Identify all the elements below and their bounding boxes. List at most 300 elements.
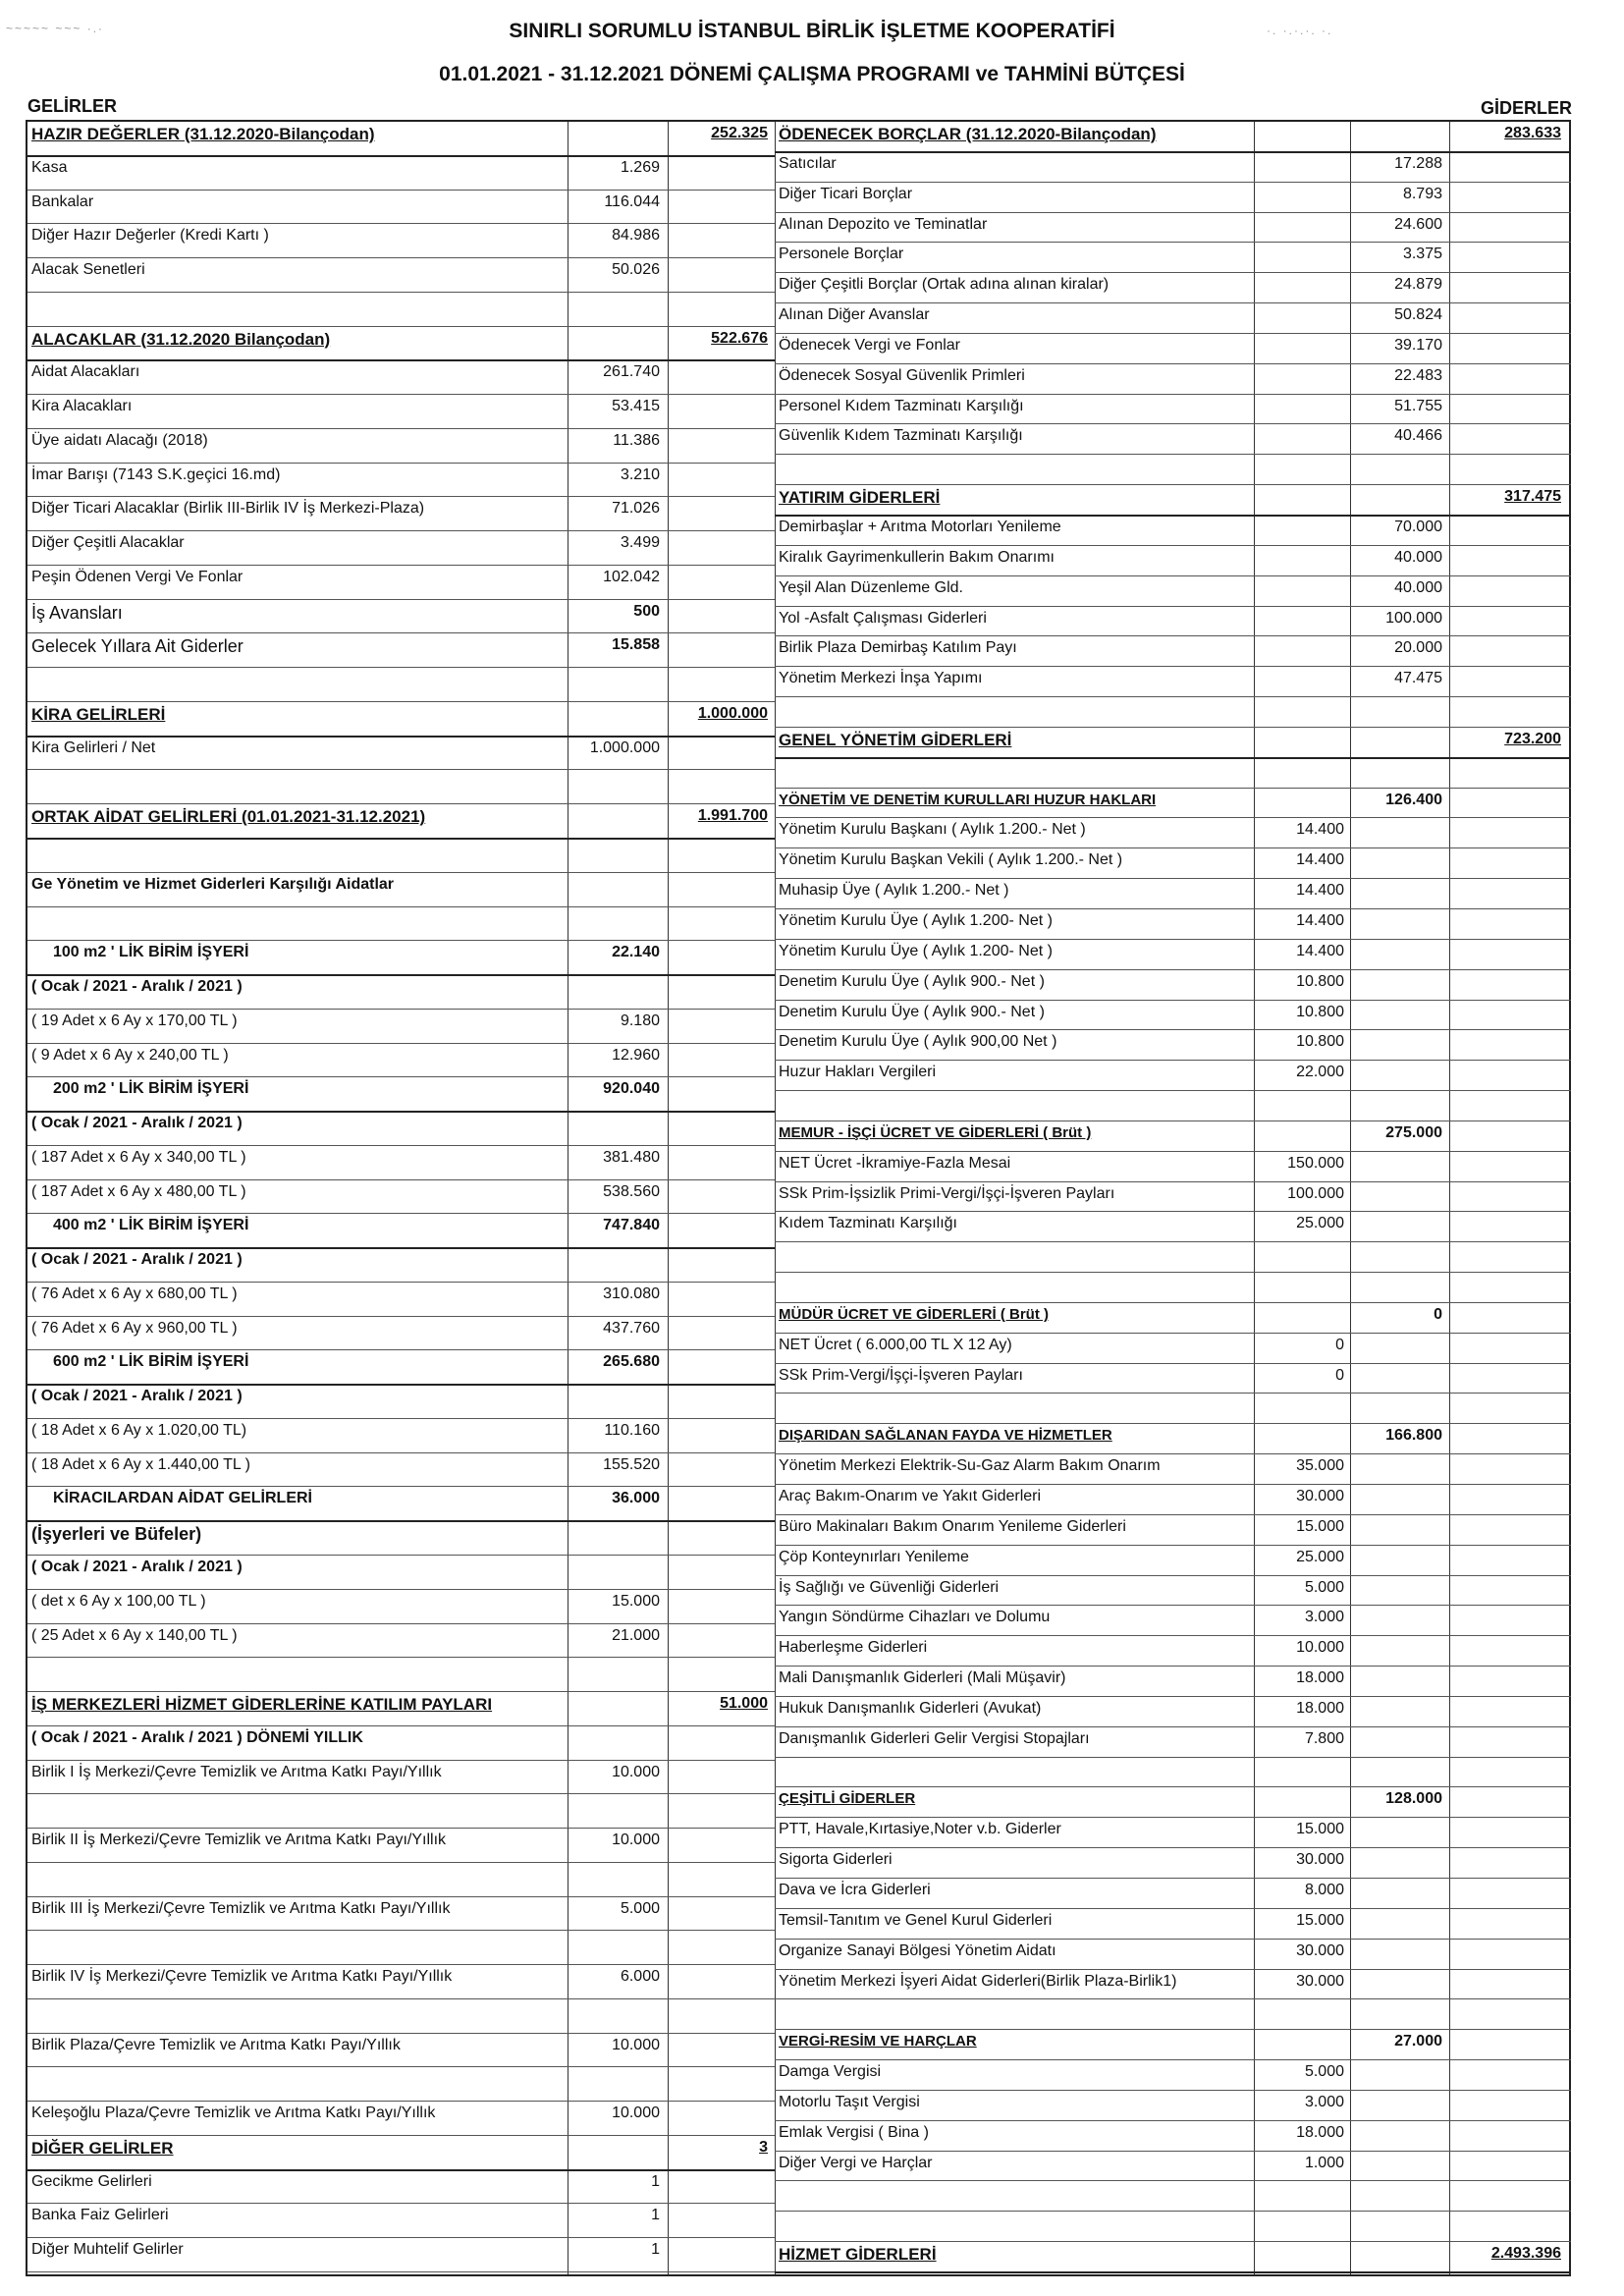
left-row-label: HAZIR DEĞERLER (31.12.2020-Bilançodan) xyxy=(31,125,375,143)
left-row-label: ( 187 Adet x 6 Ay x 340,00 TL ) xyxy=(31,1148,246,1166)
right-row-label: Diğer Vergi ve Harçlar xyxy=(779,2154,933,2171)
row-divider xyxy=(775,212,1571,213)
left-row-total: 51.000 xyxy=(720,1695,768,1713)
right-row-detail-value: 15.000 xyxy=(1296,1517,1344,1535)
row-divider xyxy=(775,817,1571,818)
row-divider xyxy=(775,1000,1571,1001)
row-divider xyxy=(27,1793,775,1794)
left-row-label: İmar Barışı (7143 S.K.geçici 16.md) xyxy=(31,465,281,483)
right-row-label: DIŞARIDAN SAĞLANAN FAYDA VE HİZMETLER xyxy=(779,1427,1112,1445)
row-divider xyxy=(27,292,775,293)
right-row-value: 22.483 xyxy=(1394,366,1442,384)
right-row-detail-value: 25.000 xyxy=(1296,1548,1344,1565)
row-divider xyxy=(775,1363,1571,1364)
right-row-total: 317.475 xyxy=(1504,488,1561,506)
row-divider xyxy=(27,1179,775,1180)
left-row-label: Kasa xyxy=(31,158,68,176)
row-divider xyxy=(775,2029,1571,2030)
right-row-total: 723.200 xyxy=(1504,730,1561,747)
row-divider xyxy=(27,1316,775,1317)
row-divider xyxy=(775,1666,1571,1667)
right-row-label: Satıcılar xyxy=(779,154,837,172)
row-divider xyxy=(775,1302,1571,1303)
row-divider xyxy=(775,696,1571,697)
col-divider xyxy=(1254,122,1255,2274)
row-divider xyxy=(27,2271,775,2272)
row-divider xyxy=(27,1282,775,1283)
row-divider xyxy=(27,1145,775,1146)
left-row-value: 11.386 xyxy=(613,431,660,449)
row-divider xyxy=(27,1930,775,1931)
row-divider xyxy=(27,1657,775,1658)
left-row-label: Ge Yönetim ve Hizmet Giderleri Karşılığı Aidatlar xyxy=(31,875,395,893)
row-divider xyxy=(775,2180,1571,2181)
left-row-label: 100 m2 ' LİK BİRİM İŞYERİ xyxy=(53,944,249,961)
row-divider xyxy=(775,423,1571,424)
right-row-detail-value: 15.000 xyxy=(1296,1911,1344,1929)
left-row-label: Keleşoğlu Plaza/Çevre Temizlik ve Arıtma Katkı Payı/Yıllık xyxy=(31,2105,436,2122)
row-divider xyxy=(775,1605,1571,1606)
row-divider xyxy=(27,906,775,907)
row-divider xyxy=(27,1213,775,1214)
right-row-label: Diğer Ticari Borçlar xyxy=(779,185,913,202)
left-row-value: 10.000 xyxy=(612,2036,660,2053)
right-row-label: Sigorta Giderleri xyxy=(779,1851,893,1869)
right-row-label: HİZMET GİDERLERİ xyxy=(779,2245,937,2265)
row-divider xyxy=(775,1635,1571,1636)
right-row-label: Araç Bakım-Onarım ve Yakıt Giderleri xyxy=(779,1488,1042,1505)
right-row-label: Yönetim Merkezi Elektrik-Su-Gaz Alarm Bakım Onarım xyxy=(779,1457,1161,1475)
right-row-value: 47.475 xyxy=(1394,670,1442,687)
left-row-label: ALACAKLAR (31.12.2020 Bilançodan) xyxy=(31,329,331,349)
row-divider xyxy=(775,969,1571,970)
row-divider xyxy=(27,1043,775,1044)
left-row-value: 437.760 xyxy=(603,1319,660,1337)
right-row-value: 128.000 xyxy=(1385,1790,1442,1808)
row-divider xyxy=(27,2101,775,2102)
row-divider xyxy=(27,1725,775,1726)
row-divider xyxy=(775,454,1571,455)
left-row-value: 71.026 xyxy=(612,500,660,518)
left-row-label: (İşyerleri ve Büfeler) xyxy=(31,1524,202,1545)
row-divider xyxy=(27,257,775,258)
right-row-detail-value: 7.800 xyxy=(1304,1729,1344,1747)
left-row-value: 747.840 xyxy=(603,1217,660,1234)
right-row-detail-value: 3.000 xyxy=(1304,2093,1344,2110)
row-divider xyxy=(27,1247,775,1249)
right-row-label: Mali Danışmanlık Giderleri (Mali Müşavir) xyxy=(779,1669,1066,1687)
left-row-value: 500 xyxy=(633,602,660,620)
right-row-label: Yönetim Merkezi İşyeri Aidat Giderleri(Birlik Plaza-Birlik1) xyxy=(779,1972,1177,1990)
right-row-label: Denetim Kurulu Üye ( Aylık 900.- Net ) xyxy=(779,972,1045,990)
row-divider xyxy=(27,736,775,738)
right-row-label: Yönetim Kurulu Başkanı ( Aylık 1.200.- Net ) xyxy=(779,821,1086,839)
left-row-value: 265.680 xyxy=(603,1353,660,1371)
left-row-value: 381.480 xyxy=(603,1148,660,1166)
row-divider xyxy=(775,2151,1571,2152)
row-divider xyxy=(27,326,775,327)
left-row-value: 10.000 xyxy=(612,1763,660,1780)
right-row-label: ÖDENECEK BORÇLAR (31.12.2020-Bilançodan) xyxy=(779,125,1157,143)
right-row-detail-value: 10.800 xyxy=(1296,1033,1344,1051)
right-row-value: 8.793 xyxy=(1402,185,1442,202)
right-row-detail-value: 8.000 xyxy=(1304,1882,1344,1898)
left-row-label: ( 18 Adet x 6 Ay x 1.440,00 TL ) xyxy=(31,1455,250,1473)
row-divider xyxy=(775,1726,1571,1727)
right-row-label: Haberleşme Giderleri xyxy=(779,1639,928,1657)
right-row-label: Büro Makinaları Bakım Onarım Yenileme Giderleri xyxy=(779,1517,1126,1535)
row-divider xyxy=(775,1939,1571,1940)
left-row-label: Üye aidatı Alacağı (2018) xyxy=(31,431,208,449)
left-row-value: 3.499 xyxy=(620,534,660,552)
row-divider xyxy=(775,2120,1571,2121)
row-divider xyxy=(27,565,775,566)
row-divider xyxy=(775,363,1571,364)
row-divider xyxy=(775,1393,1571,1394)
left-row-label: 600 m2 ' LİK BİRİM İŞYERİ xyxy=(53,1353,249,1371)
row-divider xyxy=(27,974,775,976)
row-divider xyxy=(775,1908,1571,1909)
row-divider xyxy=(27,1452,775,1453)
right-row-detail-value: 30.000 xyxy=(1296,1941,1344,1959)
right-row-label: PTT, Havale,Kırtasiye,Noter v.b. Giderler xyxy=(779,1821,1061,1838)
row-divider xyxy=(775,1817,1571,1818)
left-row-value: 15.000 xyxy=(612,1592,660,1610)
left-row-label: KİRA GELİRLERİ xyxy=(31,704,166,724)
left-row-value: 84.986 xyxy=(612,227,660,245)
left-row-label: Diğer Çeşitli Alacaklar xyxy=(31,534,185,552)
row-divider xyxy=(775,394,1571,395)
right-row-label: Ödenecek Sosyal Güvenlik Primleri xyxy=(779,366,1025,384)
right-row-detail-value: 18.000 xyxy=(1296,1699,1344,1717)
right-row-label: NET Ücret -İkramiye-Fazla Mesai xyxy=(779,1154,1011,1172)
right-row-label: Hukuk Danışmanlık Giderleri (Avukat) xyxy=(779,1699,1042,1717)
row-divider xyxy=(775,1484,1571,1485)
left-row-value: 920.040 xyxy=(603,1080,660,1098)
row-divider xyxy=(775,484,1571,485)
right-row-label: NET Ücret ( 6.000,00 TL X 12 Ay) xyxy=(779,1336,1012,1353)
left-row-label: Birlik IV İş Merkezi/Çevre Temizlik ve Arıtma Katkı Payı/Yıllık xyxy=(31,1968,453,1986)
right-row-label: İş Sağlığı ve Güvenliği Giderleri xyxy=(779,1578,1000,1596)
row-divider xyxy=(27,1520,775,1522)
right-row-label: SSk Prim-İşsizlik Primi-Vergi/İşçi-İşveren Payları xyxy=(779,1184,1115,1202)
left-row-total: 522.676 xyxy=(711,329,768,347)
row-divider xyxy=(775,2090,1571,2091)
left-row-label: Diğer Hazır Değerler (Kredi Kartı ) xyxy=(31,227,269,245)
left-row-label: Peşin Ödenen Vergi Ve Fonlar xyxy=(31,568,244,585)
left-row-label: Banka Faiz Gelirleri xyxy=(31,2207,169,2224)
left-row-label: ( det x 6 Ay x 100,00 TL ) xyxy=(31,1592,206,1610)
right-row-detail-value: 35.000 xyxy=(1296,1457,1344,1475)
left-row-label: ( 9 Adet x 6 Ay x 240,00 TL ) xyxy=(31,1046,229,1064)
left-row-label: İş Avansları xyxy=(31,602,123,623)
right-row-detail-value: 14.400 xyxy=(1296,911,1344,929)
row-divider xyxy=(27,1589,775,1590)
right-row-label: Yeşil Alan Düzenleme Gld. xyxy=(779,578,963,596)
scan-noise-top-right: ·. ·.·.·. ·. xyxy=(1267,24,1333,37)
left-row-value: 6.000 xyxy=(620,1968,660,1986)
row-divider xyxy=(775,757,1571,759)
row-divider xyxy=(775,1969,1571,1970)
left-row-label: İŞ MERKEZLERİ HİZMET GİDERLERİNE KATILIM PAYLARI xyxy=(31,1695,493,1715)
row-divider xyxy=(27,1349,775,1350)
row-divider xyxy=(775,1211,1571,1212)
left-row-value: 110.160 xyxy=(604,1421,660,1439)
row-divider xyxy=(775,1545,1571,1546)
right-row-detail-value: 22.000 xyxy=(1296,1064,1344,1081)
row-divider xyxy=(27,1862,775,1863)
left-row-label: ( 187 Adet x 6 Ay x 480,00 TL ) xyxy=(31,1182,246,1200)
row-divider xyxy=(27,428,775,429)
left-row-total: 1.000.000 xyxy=(697,704,768,722)
left-row-value: 1 xyxy=(651,2241,660,2259)
right-row-label: GENEL YÖNETİM GİDERLERİ xyxy=(779,730,1012,749)
right-row-detail-value: 14.400 xyxy=(1296,851,1344,869)
right-row-value: 51.755 xyxy=(1394,397,1442,414)
right-row-detail-value: 3.000 xyxy=(1304,1609,1344,1626)
row-divider xyxy=(775,727,1571,728)
left-row-label: ( Ocak / 2021 - Aralık / 2021 ) xyxy=(31,1251,243,1269)
row-divider xyxy=(27,190,775,191)
row-divider xyxy=(27,1009,775,1010)
left-row-label: ( Ocak / 2021 - Aralık / 2021 ) xyxy=(31,1558,243,1575)
right-row-label: MEMUR - İŞÇİ ÜCRET VE GİDERLERİ ( Brüt ) xyxy=(779,1123,1092,1141)
left-row-value: 36.000 xyxy=(612,1490,660,1507)
row-divider xyxy=(27,1998,775,1999)
row-divider xyxy=(27,1384,775,1386)
right-row-value: 0 xyxy=(1434,1305,1442,1323)
right-row-value: 126.400 xyxy=(1385,791,1442,808)
right-row-value: 17.288 xyxy=(1394,154,1442,172)
right-row-label: Kıdem Tazminatı Karşılığı xyxy=(779,1215,957,1232)
row-divider xyxy=(27,394,775,395)
left-row-value: 22.140 xyxy=(612,944,660,961)
row-divider xyxy=(27,463,775,464)
row-divider xyxy=(775,1786,1571,1787)
col-divider xyxy=(1449,122,1450,2274)
right-row-label: Çöp Konteynırları Yenileme xyxy=(779,1548,969,1565)
row-divider xyxy=(27,1623,775,1624)
row-divider xyxy=(27,940,775,941)
row-divider xyxy=(775,545,1571,546)
right-row-detail-value: 10.800 xyxy=(1296,972,1344,990)
row-divider xyxy=(775,1575,1571,1576)
row-divider xyxy=(775,2241,1571,2242)
right-row-value: 24.600 xyxy=(1394,215,1442,233)
right-row-value: 39.170 xyxy=(1394,336,1442,354)
row-divider xyxy=(27,1076,775,1077)
row-divider xyxy=(27,1691,775,1692)
right-row-label: Muhasip Üye ( Aylık 1.200.- Net ) xyxy=(779,882,1009,900)
left-row-label: ( Ocak / 2021 - Aralık / 2021 ) DÖNEMİ YILLIK xyxy=(31,1728,363,1746)
right-row-label: YÖNETİM VE DENETİM KURULLARI HUZUR HAKLARI xyxy=(779,791,1157,808)
right-row-label: Temsil-Tanıtım ve Genel Kurul Giderleri xyxy=(779,1911,1053,1929)
right-row-label: Alınan Depozito ve Teminatlar xyxy=(779,215,988,233)
row-divider xyxy=(775,333,1571,334)
left-row-value: 102.042 xyxy=(603,568,660,585)
right-row-value: 275.000 xyxy=(1385,1123,1442,1141)
right-row-label: Dava ve İcra Giderleri xyxy=(779,1882,931,1898)
right-row-value: 27.000 xyxy=(1394,2033,1442,2050)
right-row-label: Yönetim Merkezi İnşa Yapımı xyxy=(779,670,983,687)
row-divider xyxy=(27,701,775,702)
right-row-detail-value: 10.000 xyxy=(1296,1639,1344,1657)
left-row-value: 10.000 xyxy=(612,1831,660,1849)
left-row-value: 538.560 xyxy=(603,1182,660,1200)
left-row-label: Birlik III İş Merkezi/Çevre Temizlik ve Arıtma Katkı Payı/Yıllık xyxy=(31,1899,451,1917)
row-divider xyxy=(27,359,775,361)
right-row-value: 24.879 xyxy=(1394,276,1442,294)
right-row-label: Diğer Çeşitli Borçlar (Ortak adına alınan kiralar) xyxy=(779,276,1110,294)
right-row-label: Güvenlik Kıdem Tazminatı Karşılığı xyxy=(779,427,1023,445)
row-divider xyxy=(775,1029,1571,1030)
left-row-label: Kira Gelirleri / Net xyxy=(31,738,156,756)
right-row-detail-value: 5.000 xyxy=(1304,2063,1344,2081)
left-row-label: Birlik Plaza/Çevre Temizlik ve Arıtma Katkı Payı/Yıllık xyxy=(31,2036,401,2053)
row-divider xyxy=(27,2237,775,2238)
left-row-label: ORTAK AİDAT GELİRLERİ (01.01.2021-31.12.2021) xyxy=(31,807,426,827)
document-title: SINIRLI SORUMLU İSTANBUL BİRLİK İŞLETME KOOPERATİFİ xyxy=(509,20,1115,42)
right-row-detail-value: 0 xyxy=(1335,1366,1344,1384)
col-divider xyxy=(668,122,669,2274)
right-row-detail-value: 0 xyxy=(1335,1336,1344,1353)
right-row-label: Yönetim Kurulu Üye ( Aylık 1.200- Net ) xyxy=(779,911,1053,929)
row-divider xyxy=(775,847,1571,848)
row-divider xyxy=(27,2169,775,2171)
row-divider xyxy=(27,769,775,770)
right-row-detail-value: 30.000 xyxy=(1296,1972,1344,1990)
row-divider xyxy=(775,666,1571,667)
row-divider xyxy=(775,1423,1571,1424)
row-divider xyxy=(27,2066,775,2067)
row-divider xyxy=(775,1453,1571,1454)
row-divider xyxy=(27,1828,775,1829)
right-row-detail-value: 14.400 xyxy=(1296,821,1344,839)
col-divider xyxy=(1350,122,1351,2274)
right-row-label: Kiralık Gayrimenkullerin Bakım Onarımı xyxy=(779,548,1055,566)
left-row-label: Gelecek Yıllara Ait Giderler xyxy=(31,636,244,657)
income-heading: GELİRLER xyxy=(27,96,118,116)
left-row-label: ( 18 Adet x 6 Ay x 1.020,00 TL) xyxy=(31,1421,247,1439)
right-row-value: 40.466 xyxy=(1394,427,1442,445)
row-divider xyxy=(27,496,775,497)
row-divider xyxy=(775,939,1571,940)
left-row-value: 53.415 xyxy=(612,398,660,415)
row-divider xyxy=(775,635,1571,636)
left-row-label: KİRACILARDAN AİDAT GELİRLERİ xyxy=(53,1490,312,1507)
right-row-detail-value: 1.000 xyxy=(1304,2154,1344,2171)
row-divider xyxy=(775,151,1571,153)
row-divider xyxy=(27,155,775,157)
row-divider xyxy=(27,1760,775,1761)
row-divider xyxy=(27,2033,775,2034)
left-row-value: 5.000 xyxy=(620,1899,660,1917)
row-divider xyxy=(775,1514,1571,1515)
left-row-value: 10.000 xyxy=(612,2105,660,2122)
left-row-value: 310.080 xyxy=(603,1285,660,1302)
right-row-label: Ödenecek Vergi ve Fonlar xyxy=(779,336,960,354)
budget-table xyxy=(26,120,1571,2276)
left-row-value: 50.026 xyxy=(612,261,660,279)
right-row-label: YATIRIM GİDERLERİ xyxy=(779,488,941,508)
row-divider xyxy=(775,1696,1571,1697)
right-row-detail-value: 14.400 xyxy=(1296,882,1344,900)
expense-heading: GİDERLER xyxy=(1481,98,1573,118)
right-row-value: 40.000 xyxy=(1394,548,1442,566)
row-divider xyxy=(775,1878,1571,1879)
row-divider xyxy=(775,2211,1571,2212)
right-row-detail-value: 10.800 xyxy=(1296,1003,1344,1020)
left-row-total: 3 xyxy=(759,2138,768,2156)
left-row-value: 21.000 xyxy=(612,1626,660,1644)
row-divider xyxy=(775,1272,1571,1273)
row-divider xyxy=(27,2135,775,2136)
right-row-value: 50.824 xyxy=(1394,306,1442,324)
left-row-label: ( Ocak / 2021 - Aralık / 2021 ) xyxy=(31,1388,243,1405)
right-row-detail-value: 30.000 xyxy=(1296,1488,1344,1505)
row-divider xyxy=(27,1111,775,1113)
row-divider xyxy=(27,599,775,600)
row-divider xyxy=(27,632,775,633)
right-row-label: Danışmanlık Giderleri Gelir Vergisi Stopajları xyxy=(779,1729,1090,1747)
right-row-value: 20.000 xyxy=(1394,639,1442,657)
row-divider xyxy=(775,878,1571,879)
left-row-label: Diğer Muhtelif Gelirler xyxy=(31,2241,184,2259)
right-row-total: 283.633 xyxy=(1504,125,1561,141)
budget-period: 01.01.2021 - 31.12.2021 DÖNEMİ ÇALIŞMA PROGRAMI ve TAHMİNİ BÜTÇESİ xyxy=(439,63,1185,85)
left-row-label: Birlik I İş Merkezi/Çevre Temizlik ve Arıtma Katkı Payı/Yıllık xyxy=(31,1763,442,1780)
right-row-label: Organize Sanayi Bölgesi Yönetim Aidatı xyxy=(779,1941,1056,1959)
left-row-value: 155.520 xyxy=(603,1455,660,1473)
left-row-label: 200 m2 ' LİK BİRİM İŞYERİ xyxy=(53,1080,249,1098)
scan-noise-top-left: ~~~~~ ~~~ ·.· xyxy=(6,22,105,35)
right-row-label: Denetim Kurulu Üye ( Aylık 900.- Net ) xyxy=(779,1003,1045,1020)
right-row-label: SSk Prim-Vergi/İşçi-İşveren Payları xyxy=(779,1366,1023,1384)
row-divider xyxy=(27,667,775,668)
left-row-value: 1 xyxy=(651,2172,660,2190)
row-divider xyxy=(775,242,1571,243)
row-divider xyxy=(27,1555,775,1556)
row-divider xyxy=(775,1181,1571,1182)
row-divider xyxy=(27,1896,775,1897)
right-row-total: 2.493.396 xyxy=(1490,2245,1561,2263)
row-divider xyxy=(27,2203,775,2204)
row-divider xyxy=(775,1090,1571,1091)
left-row-label: Alacak Senetleri xyxy=(31,261,145,279)
left-row-value: 9.180 xyxy=(620,1011,660,1029)
row-divider xyxy=(775,2271,1571,2273)
left-row-total: 1.991.700 xyxy=(697,807,768,825)
row-divider xyxy=(775,1998,1571,1999)
right-row-detail-value: 30.000 xyxy=(1296,1851,1344,1869)
row-divider xyxy=(775,575,1571,576)
right-row-label: Personele Borçlar xyxy=(779,246,904,263)
right-row-value: 166.800 xyxy=(1385,1427,1442,1445)
right-row-detail-value: 18.000 xyxy=(1296,2123,1344,2141)
right-row-value: 3.375 xyxy=(1402,246,1442,263)
row-divider xyxy=(27,1486,775,1487)
right-row-detail-value: 18.000 xyxy=(1296,1669,1344,1687)
left-row-label: Diğer Ticari Alacaklar (Birlik III-Birlik IV İş Merkezi-Plaza) xyxy=(31,500,425,518)
left-row-value: 12.960 xyxy=(612,1046,660,1064)
right-row-label: VERGİ-RESİM VE HARÇLAR xyxy=(779,2033,977,2050)
right-row-value: 100.000 xyxy=(1385,609,1442,627)
row-divider xyxy=(27,1964,775,1965)
row-divider xyxy=(775,302,1571,303)
left-row-value: 1 xyxy=(651,2207,660,2224)
left-row-value: 3.210 xyxy=(620,465,660,483)
left-row-label: Bankalar xyxy=(31,192,94,210)
